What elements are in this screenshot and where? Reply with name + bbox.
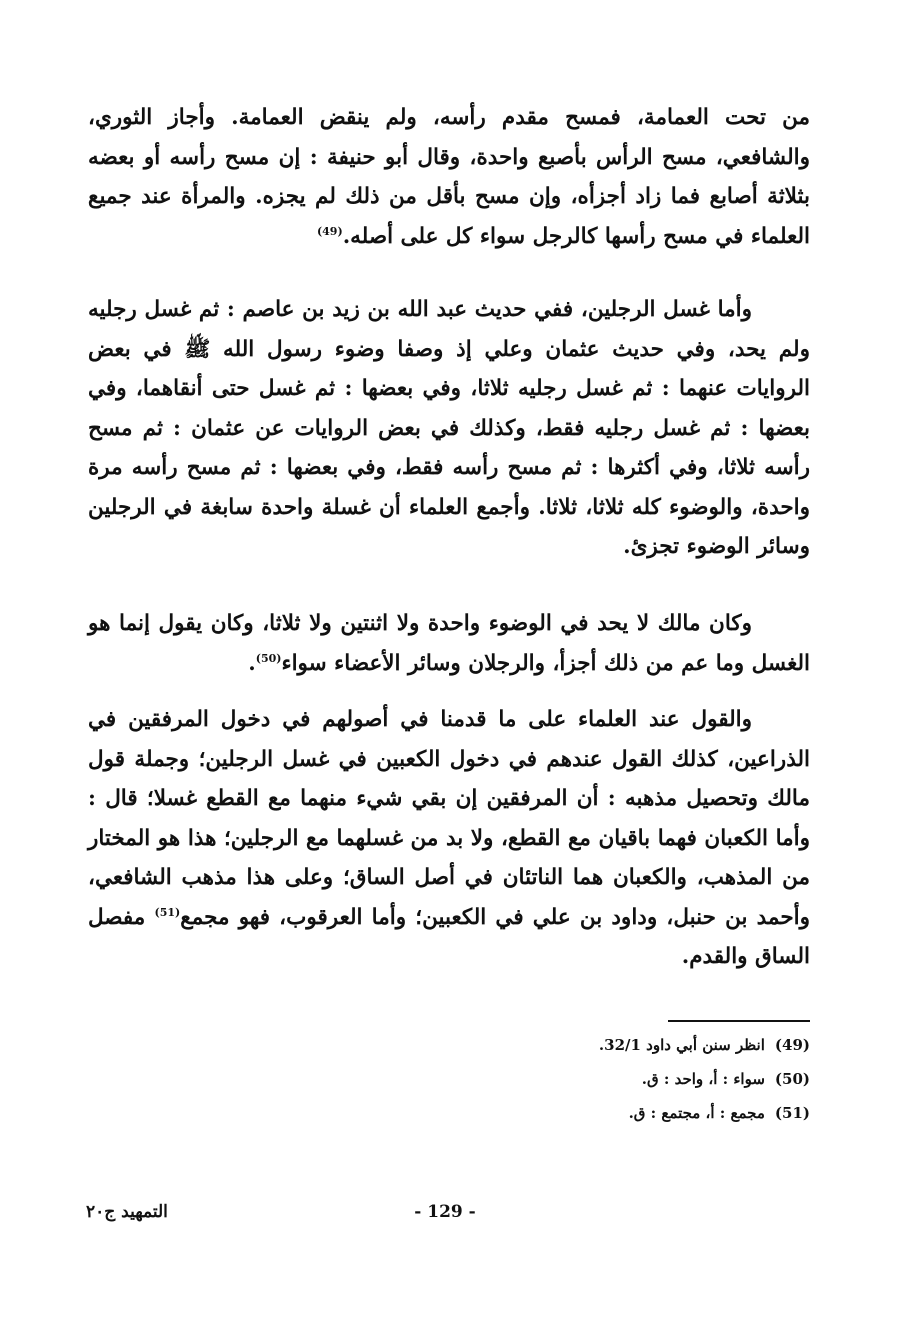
running-head: التمهيد ج٢٠ xyxy=(86,1202,168,1222)
paragraph-3: وكان مالك لا يحد في الوضوء واحدة ولا اثنتين ولا ثلاثا، وكان يقول إنما هو الغسل وما عم من ذلك أجزأ، والرجلان وسائر الأعضاء سواء$^{(50)}$. xyxy=(88,611,810,676)
footnote-item xyxy=(430,1096,810,1130)
footnote-item xyxy=(430,1028,810,1062)
paragraph-3-text: وكان مالك لا يحد في الوضوء واحدة ولا اثنتين ولا ثلاثا، وكان يقول إنما هو الغسل وما عم من ذلك أجزأ، والرجلان وسائر الأعضاء سواء xyxy=(88,611,810,676)
page-number: - 129 - xyxy=(414,1202,476,1222)
footnote-ref-50[interactable]: (50) xyxy=(255,651,282,665)
footnote-separator xyxy=(668,1020,810,1022)
footnote-number: (51) xyxy=(774,1104,810,1122)
footnote-ref-51[interactable]: (51) xyxy=(154,905,181,919)
paragraph-2-text: وأما غسل الرجلين، ففي حديث عبد الله بن زيد بن عاصم : ثم غسل رجليه ولم يحد، وفي حديث عثمان وعلي إذ وصفا وضوء رسول الله ﷺ في بعض الروايات عنهما : ثم غسل رجليه ثلاثا، وفي بعضها : ثم غسل حتى أنقاهما، وفي بعضها : ثم غسل رجليه فقط، وكذلك في بعض الروايات عن عثمان : ثم مسح رأسه ثلاثا، وفي أكثرها : ثم مسح رأسه فقط، وفي بعضها : ثم مسح رأسه مرة واحدة، والوضوء كله ثلاثا، ثلاثا. وأجمع العلماء أن غسلة واحدة سابغة في الرجلين وسائر الوضوء تجزئ. xyxy=(88,297,810,559)
paragraph-1-text: من تحت العمامة، فمسح مقدم رأسه، ولم ينقض العمامة. وأجاز الثوري، والشافعي، مسح الرأس بأصبع واحدة، وقال أبو حنيفة : إن مسح رأسه أو بعضه بثلاثة أصابع فما زاد أجزأه، وإن مسح بأقل من ذلك لم يجزه. والمرأة عند جميع العلماء في مسح رأسها كالرجل سواء كل على أصله. xyxy=(88,105,810,249)
paragraph-4-text-end: مفصل الساق والقدم. xyxy=(88,904,810,969)
page-footer xyxy=(0,1202,915,1232)
footnote-ref-49[interactable]: (49) xyxy=(316,224,343,238)
footnote-text: مجمع : أ، مجتمع : ق. xyxy=(628,1104,765,1122)
footnotes-section xyxy=(430,1028,810,1130)
footnote-text: سواء : أ، واحد : ق. xyxy=(641,1070,765,1088)
paragraph-4 xyxy=(88,700,810,977)
paragraph-1 xyxy=(88,98,810,256)
paragraph-4-text: والقول عند العلماء على ما قدمنا في أصولهم في دخول المرفقين في الذراعين، كذلك القول عندهم في دخول الكعبين في غسل الرجلين؛ وجملة قول مالك وتحصيل مذهبه : أن المرفقين إن بقي شيء منهما مع القطع غسلا؛ قال : وأما الكعبان فهما باقيان مع القطع، ولا بد من غسلهما مع الرجلين؛ هذا هو المختار من المذهب، والكعبان هما الناتئان في أصل الساق؛ وعلى هذا مذهب الشافعي، وأحمد بن حنبل، وداود بن علي في الكعبين؛ وأما العرقوب، فهو مجمع xyxy=(88,707,810,930)
footnote-text: انظر سنن أبي داود 32/1. xyxy=(598,1036,765,1054)
footnote-item xyxy=(430,1062,810,1096)
paragraph-2 xyxy=(88,290,810,567)
footnote-number: (49) xyxy=(774,1036,810,1054)
footnote-number: (50) xyxy=(774,1070,810,1088)
